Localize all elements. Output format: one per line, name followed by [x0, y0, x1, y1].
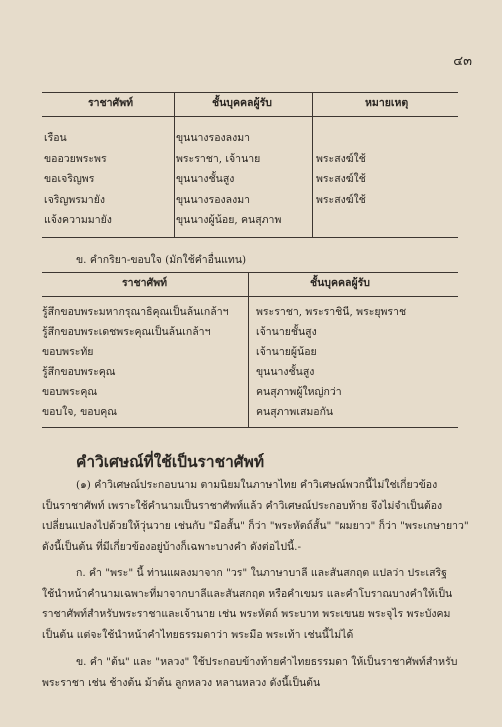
table-cell: เจ้านายผู้น้อย: [256, 346, 317, 358]
table-header: ชั้นบุคคลผู้รับ: [212, 97, 272, 109]
table-cell: พระสงฆ์ใช้: [316, 153, 366, 165]
table-cell: ขออวยพระพร: [44, 153, 107, 165]
column-divider: [248, 272, 249, 427]
table-cell: พระราชา, พระราชินี, พระยุพราช: [256, 306, 407, 318]
column-divider: [312, 92, 313, 237]
table-cell: ขอบใจ, ขอบคุณ: [42, 406, 118, 418]
paragraph-line: ใช้นำหน้าคำนามเฉพาะที่มาจากบาลีและสันสกฤต หรือคำเขมร และคำโบราณบางคำให้เป็น: [42, 587, 453, 600]
paragraph: [42, 652, 466, 693]
paragraph: [42, 475, 469, 557]
table-cell: รู้สึกขอบพระมหากรุณาธิคุณเป็นล้นเกล้าฯ: [42, 306, 229, 318]
paragraph-line: ข. คำ "ต้น" และ "หลวง" ใช้ประกอบข้างท้ายคำไทยธรรมดา ให้เป็นราชาศัพท์สำหรับ: [76, 656, 458, 668]
table-rule: [42, 116, 458, 117]
table-cell: พระราชา, เจ้านาย: [176, 153, 261, 165]
table-cell: ขอบพระคุณ: [42, 386, 98, 398]
table-cell: ขอเจริญพร: [44, 173, 95, 185]
paragraph-line: ราชาศัพท์สำหรับพระราชาและเจ้านาย เช่น พระหัตถ์ พระบาท พระเขนย พระจุไร พระบังคม: [42, 608, 451, 620]
paragraph-line: เปลี่ยนแปลงไปด้วยให้วุ่นวาย เช่นกับ "มือสั้น" ก็ว่า "พระหัตถ์สั้น" "ผมยาว" ก็ว่า "พระเกษายาว": [42, 520, 469, 532]
table-cell: พระสงฆ์ใช้: [316, 173, 366, 185]
table-cell: คนสุภาพผู้ใหญ่กว่า: [256, 386, 342, 398]
section-heading: คำวิเศษณ์ที่ใช้เป็นราชาศัพท์: [76, 452, 265, 471]
table-header: หมายเหตุ: [365, 97, 409, 109]
paragraph-line: ดังนี้เป็นต้น ที่มีเกี่ยวข้องอยู่บ้างก็เฉพาะบางคำ ดังต่อไปนี้.-: [42, 540, 302, 553]
table-header: ราชาศัพท์: [88, 97, 134, 109]
table-rule: [42, 237, 458, 238]
table-cell: รู้สึกขอบพระเดชพระคุณเป็นล้นเกล้าฯ: [42, 326, 211, 338]
table-header: ราชาศัพท์: [122, 277, 168, 289]
table-cell: คนสุภาพเสมอกัน: [256, 406, 334, 418]
table-cell: ขุนนางชั้นสูง: [256, 366, 315, 378]
table-rule: [42, 296, 458, 297]
table-cell: เจริญพรมายัง: [44, 194, 105, 206]
table-cell: ขุนนางชั้นสูง: [176, 173, 235, 185]
table-cell: รู้สึกขอบพระคุณ: [42, 366, 116, 378]
paragraph-line: พระราชา เช่น ช้างต้น ม้าต้น ลูกหลวง หลานหลวง ดังนี้เป็นต้น: [42, 676, 321, 689]
column-divider: [174, 92, 175, 237]
table-cell: ขุนนางรองลงมา: [176, 194, 251, 206]
table-cell: เจ้านายชั้นสูง: [256, 326, 317, 338]
table-cell: แจ้งความมายัง: [44, 214, 112, 226]
table-rule: [42, 272, 458, 273]
table-header: ชั้นบุคคลผู้รับ: [310, 277, 370, 289]
paragraph-line: ก. คำ "พระ" นี้ ท่านแผลงมาจาก "วร" ในภาษาบาลี และสันสกฤต แปลว่า ประเสริฐ: [76, 567, 447, 579]
table-cell: ขุนนางผู้น้อย, คนสุภาพ: [176, 214, 282, 226]
paragraph-line: (๑) คำวิเศษณ์ประกอบนาม ตามนิยมในภาษาไทย คำวิเศษณ์พวกนี้ไม่ใช่เกี่ยวข้อง: [76, 479, 438, 491]
table-cell: ขุนนางรองลงมา: [176, 132, 251, 144]
table-rule: [42, 92, 458, 93]
page-number: ๔๓: [453, 54, 472, 69]
table-cell: เรือน: [44, 132, 67, 144]
table-cell: ขอบพระทัย: [42, 346, 94, 358]
paragraph-line: เป็นต้น แต่จะใช้นำหน้าคำไทยธรรมดาว่า พระมือ พระเท้า เช่นนี้ไม่ได้: [42, 628, 354, 641]
table-cell: พระสงฆ์ใช้: [316, 194, 366, 206]
section-note: ข. คำกริยา-ขอบใจ (มักใช้คำอื่นแทน): [76, 254, 247, 266]
paragraph-line: เป็นราชาศัพท์ เพราะใช้คำนามเป็นราชาศัพท์แล้ว คำวิเศษณ์ประกอบท้าย จึงไม่จำเป็นต้อง: [42, 499, 443, 512]
paragraph: [42, 563, 466, 645]
table-rule: [42, 427, 458, 428]
